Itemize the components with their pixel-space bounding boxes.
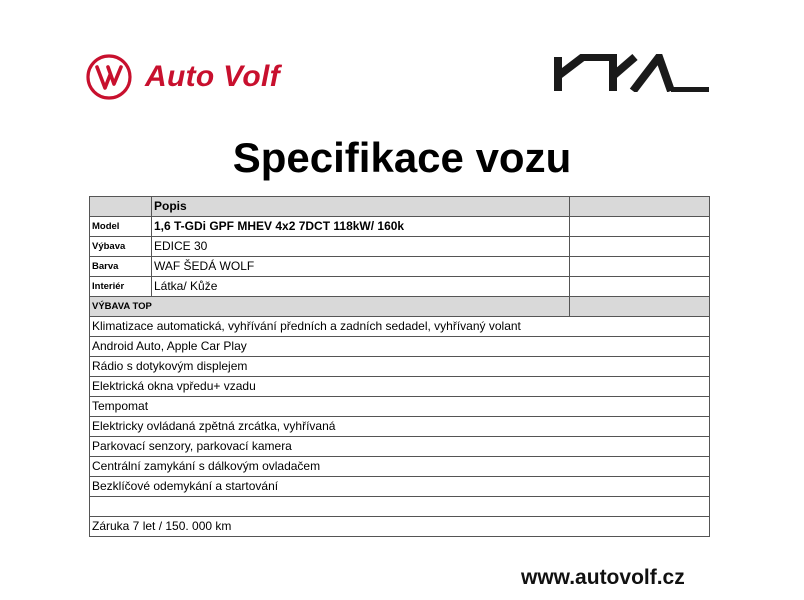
- row-value: Látka/ Kůže: [152, 277, 570, 297]
- kia-logo-icon: [553, 54, 713, 92]
- list-item: [90, 437, 710, 457]
- list-item: [90, 317, 710, 337]
- list-item: [90, 417, 710, 437]
- row-extra: [570, 217, 710, 237]
- table-head-row: [90, 197, 710, 217]
- feature-cell: Parkovací senzory, parkovací kamera: [90, 437, 710, 457]
- table-row: [90, 257, 710, 277]
- feature-cell: Tempomat: [90, 397, 710, 417]
- feature-cell: Klimatizace automatická, vyhřívání předních a zadních sedadel, vyhřívaný volant: [90, 317, 710, 337]
- feature-cell: Rádio s dotykovým displejem: [90, 357, 710, 377]
- website-url[interactable]: www.autovolf.cz: [521, 566, 685, 589]
- feature-cell: Elektricky ovládaná zpětná zrcátka, vyhřívaná: [90, 417, 710, 437]
- list-item: [90, 397, 710, 417]
- row-label: Výbava: [90, 237, 152, 257]
- kia-logo: [553, 54, 713, 92]
- row-extra: [570, 257, 710, 277]
- head-label-cell: [90, 197, 152, 217]
- section-header-row: [90, 297, 710, 317]
- head-value-cell: Popis: [152, 197, 570, 217]
- row-label: Model: [90, 217, 152, 237]
- list-item: [90, 377, 710, 397]
- list-item: [90, 477, 710, 497]
- table-row: [90, 277, 710, 297]
- feature-cell: Android Auto, Apple Car Play: [90, 337, 710, 357]
- head-extra-cell: [570, 197, 710, 217]
- row-label: Interiér: [90, 277, 152, 297]
- row-value: WAF ŠEDÁ WOLF: [152, 257, 570, 277]
- feature-cell: Elektrická okna vpředu+ vzadu: [90, 377, 710, 397]
- list-item: [90, 337, 710, 357]
- brand-name: Auto Volf: [145, 60, 280, 93]
- list-item: [90, 516, 710, 536]
- empty-row-cell: [90, 497, 710, 517]
- list-item: [90, 457, 710, 477]
- table-row: [90, 217, 710, 237]
- feature-cell: Centrální zamykání s dálkovým ovladačem: [90, 457, 710, 477]
- section-header: VÝBAVA TOP: [90, 297, 570, 317]
- feature-cell: Bezklíčové odemykání a startování: [90, 477, 710, 497]
- section-extra: [570, 297, 710, 317]
- auto-volf-av-icon: [85, 53, 133, 101]
- table-row: [90, 237, 710, 257]
- row-label: Barva: [90, 257, 152, 277]
- list-item: [90, 497, 710, 517]
- row-value: 1,6 T-GDi GPF MHEV 4x2 7DCT 118kW/ 160k: [152, 217, 570, 237]
- row-value: EDICE 30: [152, 237, 570, 257]
- warranty-cell: Záruka 7 let / 150. 000 km: [90, 516, 710, 536]
- list-item: [90, 357, 710, 377]
- spec-table: [89, 196, 710, 537]
- row-extra: [570, 277, 710, 297]
- auto-volf-logo: [85, 53, 280, 101]
- page-title: Specifikace vozu: [232, 134, 572, 181]
- row-extra: [570, 237, 710, 257]
